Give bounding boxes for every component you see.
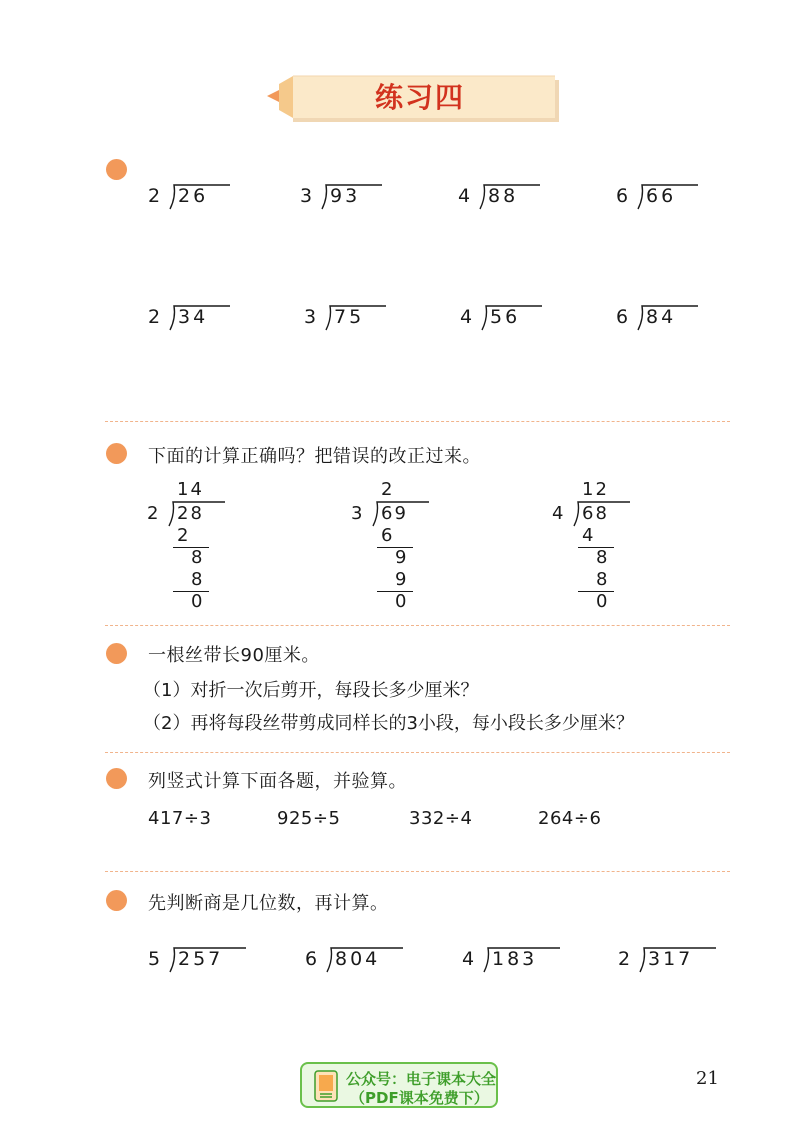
divisor: 4 [458, 185, 471, 207]
watermark-line-1: 公众号：电子课本大全 [346, 1070, 497, 1088]
remainder-2: 0 [191, 591, 203, 612]
section-bullet-5 [106, 890, 127, 911]
divisor: 2 [618, 948, 631, 970]
section-bullet-4 [106, 768, 127, 789]
dividend: 34 [178, 306, 209, 328]
title-banner [265, 72, 561, 124]
dividend: 183 [492, 948, 538, 970]
dividend: 257 [178, 948, 224, 970]
section-bullet-1 [106, 159, 127, 180]
divisor: 3 [300, 185, 313, 207]
divisor: 2 [147, 503, 159, 524]
section3-subquestion-2: （2）再将每段丝带剪成同样长的3小段，每小段长多少厘米？ [143, 713, 634, 734]
section-divider [105, 421, 730, 422]
product-2: 8 [596, 569, 608, 590]
dividend: 68 [582, 503, 609, 524]
remainder-2: 0 [395, 591, 407, 612]
division-expression: 332÷4 [409, 808, 473, 829]
divisor: 3 [304, 306, 317, 328]
divisor: 5 [148, 948, 161, 970]
quotient: 12 [582, 479, 609, 500]
division-expression: 264÷6 [538, 808, 602, 829]
divisor: 4 [462, 948, 475, 970]
dividend: 26 [178, 185, 209, 207]
dividend: 69 [381, 503, 408, 524]
dividend: 28 [177, 503, 204, 524]
section2-question: 下面的计算正确吗？把错误的改正过来。 [148, 446, 481, 467]
remainder-2: 0 [596, 591, 608, 612]
divisor: 4 [552, 503, 564, 524]
section3-question: 一根丝带长90厘米。 [148, 645, 320, 666]
dividend: 84 [646, 306, 677, 328]
section4-question: 列竖式计算下面各题，并验算。 [148, 771, 407, 792]
product-1: 4 [582, 525, 594, 546]
dividend: 66 [646, 185, 677, 207]
remainder-1: 9 [395, 547, 407, 568]
divisor: 6 [305, 948, 318, 970]
section-divider [105, 752, 730, 753]
divisor: 2 [148, 306, 161, 328]
divisor: 6 [616, 306, 629, 328]
vertical-division [147, 480, 237, 610]
divisor: 4 [460, 306, 473, 328]
divisor: 3 [351, 503, 363, 524]
product-2: 9 [395, 569, 407, 590]
division-expression: 925÷5 [277, 808, 341, 829]
section-divider [105, 625, 730, 626]
dividend: 88 [488, 185, 519, 207]
section-bullet-2 [106, 443, 127, 464]
wechat-watermark [300, 1062, 498, 1108]
product-2: 8 [191, 569, 203, 590]
quotient: 14 [177, 479, 204, 500]
section5-question: 先判断商是几位数，再计算。 [148, 893, 389, 914]
divisor: 6 [616, 185, 629, 207]
remainder-1: 8 [191, 547, 203, 568]
section-bullet-3 [106, 643, 127, 664]
remainder-1: 8 [596, 547, 608, 568]
product-1: 2 [177, 525, 189, 546]
vertical-division [552, 480, 642, 610]
dividend: 56 [490, 306, 521, 328]
page-title: 练习四 [374, 81, 465, 114]
page-number: 21 [696, 1068, 719, 1089]
dividend: 93 [330, 185, 361, 207]
section-divider [105, 871, 730, 872]
watermark-line-2: （PDF课本免费下） [350, 1089, 489, 1107]
quotient: 2 [381, 479, 395, 500]
dividend: 75 [334, 306, 365, 328]
product-1: 6 [381, 525, 393, 546]
vertical-division [351, 480, 441, 610]
section3-subquestion-1: （1）对折一次后剪开，每段长多少厘米？ [143, 680, 479, 701]
dividend: 317 [648, 948, 694, 970]
book-phone-icon [314, 1070, 338, 1102]
division-expression: 417÷3 [148, 808, 212, 829]
dividend: 804 [335, 948, 381, 970]
divisor: 2 [148, 185, 161, 207]
